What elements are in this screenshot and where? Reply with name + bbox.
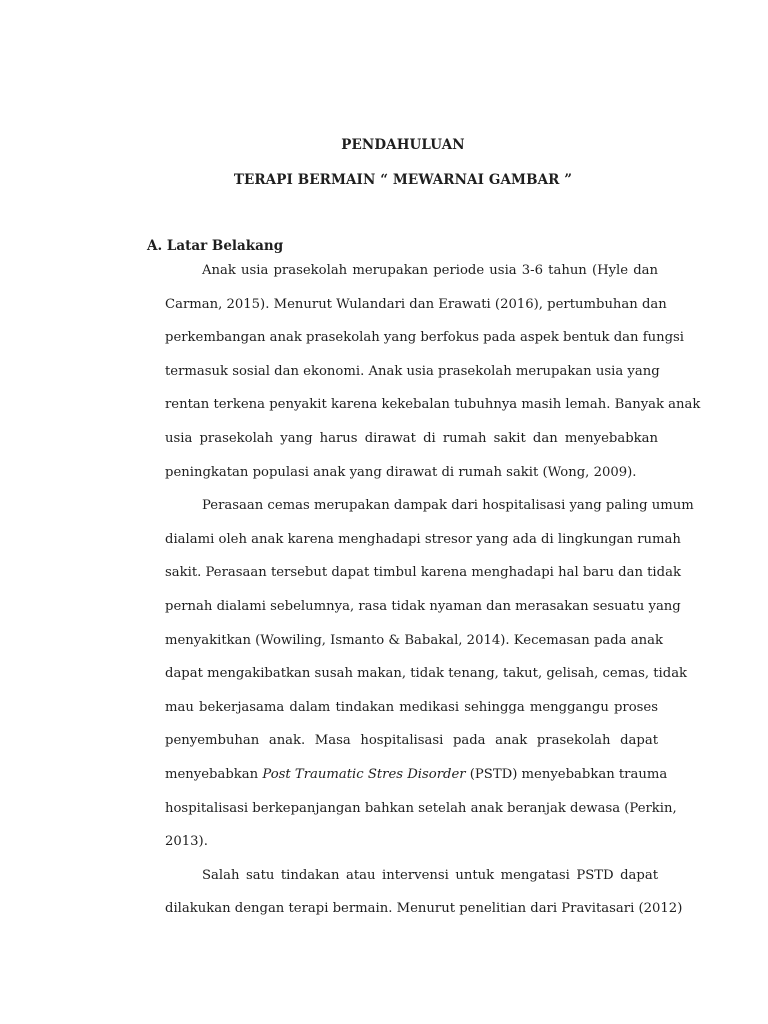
italic-term: Post Traumatic Stres Disorder	[262, 766, 466, 782]
text-line: penyembuhan anak. Masa hospitalisasi pada anak prasekolah dapat	[165, 733, 658, 749]
text-line: sakit. Perasaan tersebut dapat timbul karena menghadapi hal baru dan tidak	[165, 565, 681, 581]
text-line: mau bekerjasama dalam tindakan medikasi sehingga menggangu proses	[165, 699, 658, 715]
text-line: Perasaan cemas merupakan dampak dari hospitalisasi yang paling umum	[202, 498, 694, 514]
text-line: dilakukan dengan terapi bermain. Menurut penelitian dari Pravitasari (2012)	[165, 901, 683, 917]
text-fragment: (PSTD) menyebabkan trauma	[469, 766, 668, 782]
text-line: Carman, 2015). Menurut Wulandari dan Erawati (2016), pertumbuhan dan	[165, 296, 667, 312]
text-line: dapat mengakibatkan susah makan, tidak tenang, takut, gelisah, cemas, tidak	[165, 666, 688, 682]
text-fragment: menyebabkan	[165, 766, 259, 782]
text-line: dialami oleh anak karena menghadapi stresor yang ada di lingkungan rumah	[165, 531, 681, 547]
page-subtitle: TERAPI BERMAIN “ MEWARNAI GAMBAR ”	[233, 172, 573, 188]
text-line: perkembangan anak prasekolah yang berfokus pada aspek bentuk dan fungsi	[165, 330, 685, 346]
text-line: termasuk sosial dan ekonomi. Anak usia prasekolah merupakan usia yang	[165, 363, 660, 379]
text-line: 2013).	[165, 834, 208, 850]
text-line: hospitalisasi berkepanjangan bahkan setelah anak beranjak dewasa (Perkin,	[165, 800, 677, 816]
section-heading: A. Latar Belakang	[147, 238, 284, 254]
text-line	[165, 758, 668, 792]
text-line: menyakitkan (Wowiling, Ismanto & Babakal, 2014). Kecemasan pada anak	[165, 632, 663, 648]
text-line: rentan terkena penyakit karena kekebalan tubuhnya masih lemah. Banyak anak	[165, 397, 701, 413]
text-line: pernah dialami sebelumnya, rasa tidak nyaman dan merasakan sesuatu yang	[165, 598, 681, 614]
text-line: usia prasekolah yang harus dirawat di rumah sakit dan menyebabkan	[165, 430, 658, 446]
text-line: Salah satu tindakan atau intervensi untuk mengatasi PSTD dapat	[202, 867, 658, 883]
body-text	[165, 254, 701, 926]
text-line: Anak usia prasekolah merupakan periode usia 3-6 tahun (Hyle dan	[202, 263, 658, 278]
page-title: PENDAHULUAN	[341, 137, 465, 153]
text-line: peningkatan populasi anak yang dirawat di rumah sakit (Wong, 2009).	[165, 464, 637, 480]
